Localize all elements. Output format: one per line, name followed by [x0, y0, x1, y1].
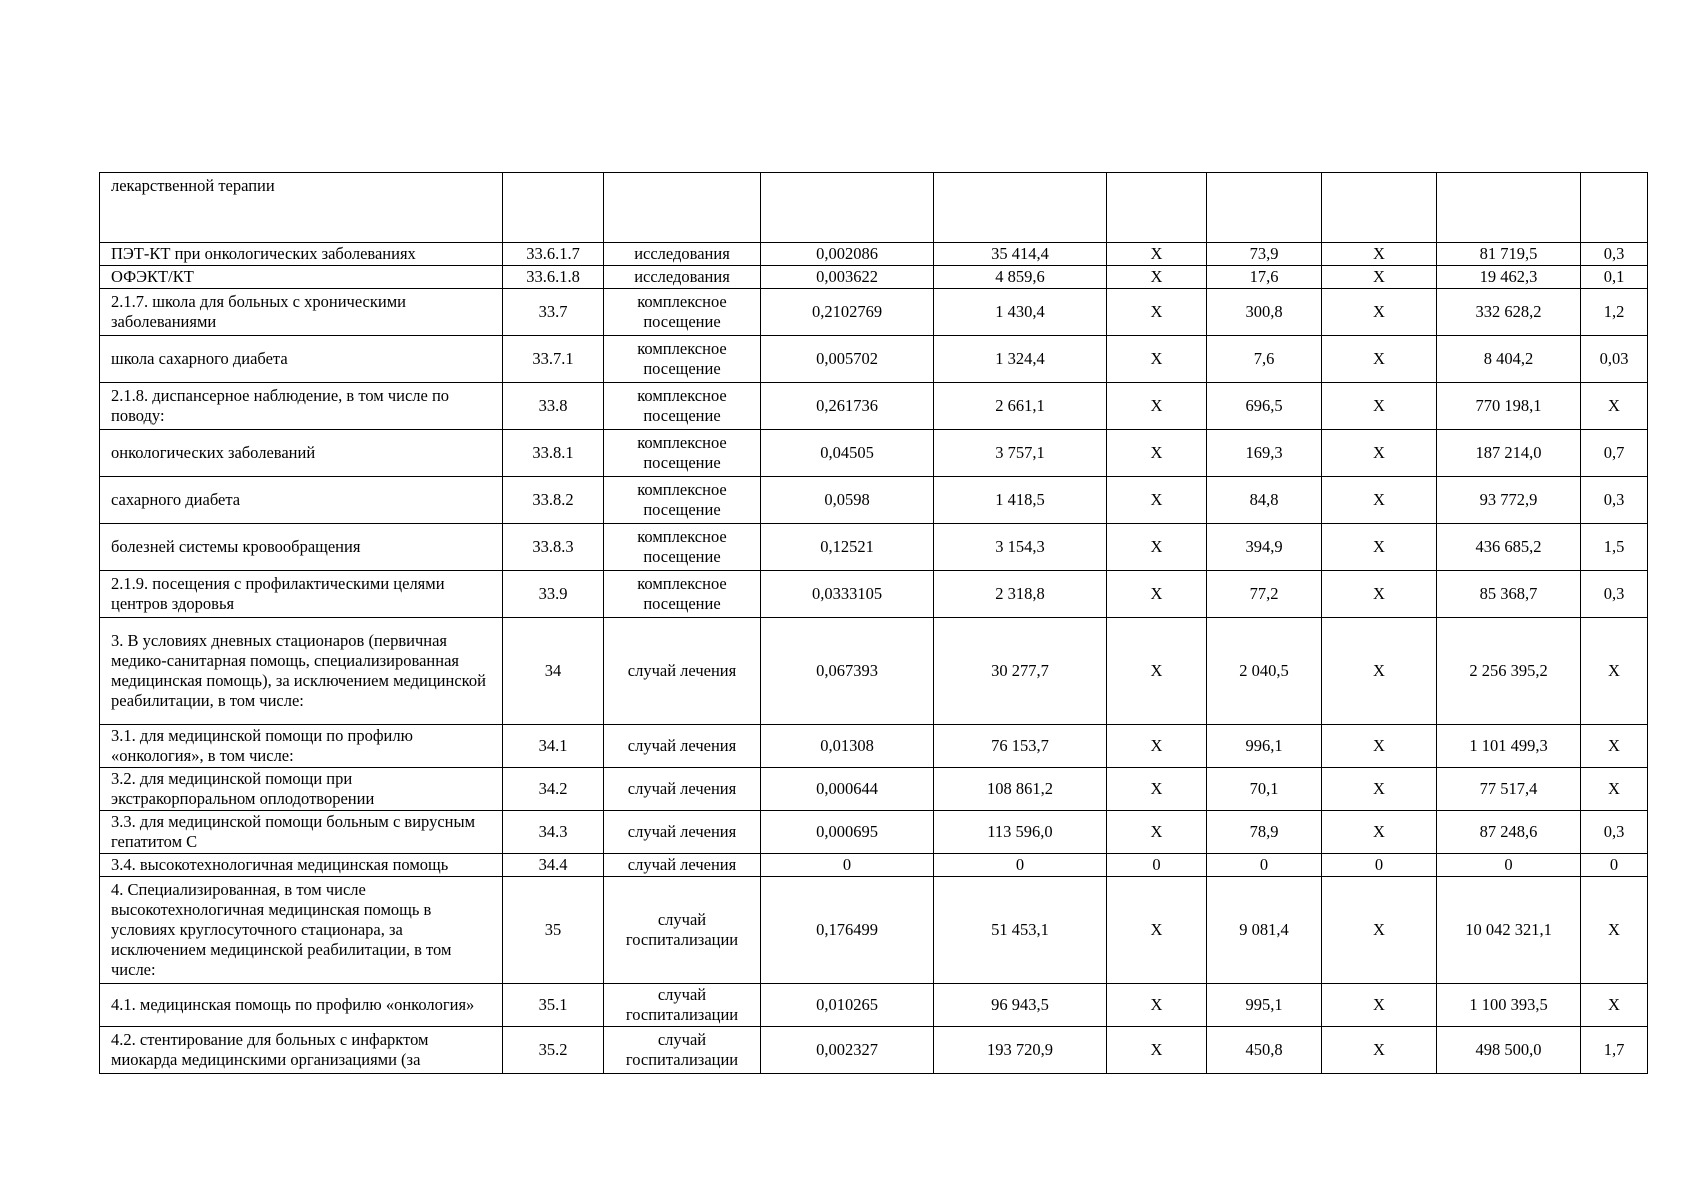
row-c7-cell: 2 040,5 [1207, 618, 1322, 725]
row-c10-cell: 0,3 [1581, 811, 1648, 854]
row-name-cell: онкологических заболеваний [100, 430, 503, 477]
row-unit-cell: случай лечения [604, 811, 761, 854]
row-c9-cell: 436 685,2 [1437, 524, 1581, 571]
row-c9-cell: 770 198,1 [1437, 383, 1581, 430]
row-unit-cell: случай госпитализации [604, 1027, 761, 1074]
row-name-cell: 3. В условиях дневных стационаров (первичная медико-санитарная помощь, специализированная медицинская помощь), за исключением медицинской реабилитации, в том числе: [100, 618, 503, 725]
row-unit-cell: случай госпитализации [604, 877, 761, 984]
row-c8-cell [1322, 173, 1437, 243]
row-c10-cell [1581, 173, 1648, 243]
row-cost-cell: 35 414,4 [934, 243, 1107, 266]
row-code-cell: 34.1 [503, 725, 604, 768]
row-c10-cell: 0,3 [1581, 243, 1648, 266]
row-code-cell: 33.7 [503, 289, 604, 336]
row-c7-cell [1207, 173, 1322, 243]
row-c9-cell: 332 628,2 [1437, 289, 1581, 336]
row-unit-cell: комплексное посещение [604, 477, 761, 524]
row-c7-cell: 996,1 [1207, 725, 1322, 768]
row-norm-cell: 0,003622 [761, 266, 934, 289]
row-c8-cell: X [1322, 571, 1437, 618]
row-cost-cell: 3 757,1 [934, 430, 1107, 477]
row-c6-cell [1107, 173, 1207, 243]
row-c8-cell: X [1322, 289, 1437, 336]
row-cost-cell: 1 430,4 [934, 289, 1107, 336]
row-name-cell: 3.2. для медицинской помощи при экстракорпоральном оплодотворении [100, 768, 503, 811]
row-code-cell: 33.8.3 [503, 524, 604, 571]
table-row [100, 1027, 1648, 1074]
row-c7-cell: 17,6 [1207, 266, 1322, 289]
table-row [100, 524, 1648, 571]
row-c8-cell: X [1322, 768, 1437, 811]
row-name-cell: ПЭТ-КТ при онкологических заболеваниях [100, 243, 503, 266]
row-norm-cell: 0,002327 [761, 1027, 934, 1074]
row-c9-cell: 77 517,4 [1437, 768, 1581, 811]
row-code-cell: 33.6.1.7 [503, 243, 604, 266]
row-c8-cell: X [1322, 266, 1437, 289]
row-c8-cell: X [1322, 336, 1437, 383]
table-row [100, 266, 1648, 289]
row-c8-cell: X [1322, 984, 1437, 1027]
row-unit-cell [604, 173, 761, 243]
row-code-cell: 34.4 [503, 854, 604, 877]
row-c9-cell: 8 404,2 [1437, 336, 1581, 383]
row-name-cell: 3.4. высокотехнологичная медицинская помощь [100, 854, 503, 877]
row-cost-cell: 1 418,5 [934, 477, 1107, 524]
row-code-cell: 34 [503, 618, 604, 725]
row-c6-cell: X [1107, 289, 1207, 336]
row-c10-cell: X [1581, 768, 1648, 811]
row-name-cell: лекарственной терапии [100, 173, 503, 243]
table-row [100, 477, 1648, 524]
row-c10-cell: 0,3 [1581, 571, 1648, 618]
row-c7-cell: 300,8 [1207, 289, 1322, 336]
row-c9-cell: 498 500,0 [1437, 1027, 1581, 1074]
row-norm-cell: 0,000644 [761, 768, 934, 811]
row-name-cell: 4.1. медицинская помощь по профилю «онкология» [100, 984, 503, 1027]
row-norm-cell: 0 [761, 854, 934, 877]
table-row [100, 571, 1648, 618]
row-c10-cell: X [1581, 383, 1648, 430]
table-row [100, 854, 1648, 877]
row-c8-cell: X [1322, 243, 1437, 266]
row-c8-cell: X [1322, 477, 1437, 524]
row-code-cell: 34.2 [503, 768, 604, 811]
row-unit-cell: случай госпитализации [604, 984, 761, 1027]
row-c7-cell: 169,3 [1207, 430, 1322, 477]
row-c7-cell: 9 081,4 [1207, 877, 1322, 984]
row-code-cell: 33.7.1 [503, 336, 604, 383]
row-c10-cell: 0 [1581, 854, 1648, 877]
table-row [100, 811, 1648, 854]
row-c9-cell: 1 100 393,5 [1437, 984, 1581, 1027]
row-code-cell: 33.9 [503, 571, 604, 618]
row-c8-cell: X [1322, 811, 1437, 854]
row-unit-cell: исследования [604, 266, 761, 289]
row-c9-cell: 93 772,9 [1437, 477, 1581, 524]
row-c6-cell: X [1107, 383, 1207, 430]
table-row [100, 173, 1648, 243]
row-c8-cell: X [1322, 383, 1437, 430]
row-c8-cell: X [1322, 1027, 1437, 1074]
row-c6-cell: X [1107, 1027, 1207, 1074]
row-norm-cell: 0,010265 [761, 984, 934, 1027]
row-c6-cell: X [1107, 571, 1207, 618]
row-c6-cell: X [1107, 725, 1207, 768]
row-c9-cell: 81 719,5 [1437, 243, 1581, 266]
table-row [100, 877, 1648, 984]
row-code-cell: 33.8.2 [503, 477, 604, 524]
row-cost-cell: 4 859,6 [934, 266, 1107, 289]
row-c8-cell: X [1322, 430, 1437, 477]
row-unit-cell: комплексное посещение [604, 571, 761, 618]
row-cost-cell [934, 173, 1107, 243]
row-code-cell: 34.3 [503, 811, 604, 854]
row-c7-cell: 7,6 [1207, 336, 1322, 383]
row-c10-cell: X [1581, 618, 1648, 725]
row-cost-cell: 96 943,5 [934, 984, 1107, 1027]
row-unit-cell: случай лечения [604, 854, 761, 877]
row-norm-cell: 0,002086 [761, 243, 934, 266]
row-c8-cell: X [1322, 877, 1437, 984]
row-cost-cell: 2 318,8 [934, 571, 1107, 618]
row-c10-cell: 1,7 [1581, 1027, 1648, 1074]
table-row [100, 984, 1648, 1027]
row-unit-cell: случай лечения [604, 725, 761, 768]
row-c7-cell: 696,5 [1207, 383, 1322, 430]
row-cost-cell: 193 720,9 [934, 1027, 1107, 1074]
row-cost-cell: 3 154,3 [934, 524, 1107, 571]
row-c10-cell: 0,03 [1581, 336, 1648, 383]
row-c7-cell: 450,8 [1207, 1027, 1322, 1074]
row-norm-cell: 0,000695 [761, 811, 934, 854]
row-name-cell: 3.1. для медицинской помощи по профилю «онкология», в том числе: [100, 725, 503, 768]
row-c10-cell: 0,3 [1581, 477, 1648, 524]
row-unit-cell: комплексное посещение [604, 524, 761, 571]
row-name-cell: 4.2. стентирование для больных с инфарктом миокарда медицинскими организациями (за [100, 1027, 503, 1074]
row-c6-cell: X [1107, 618, 1207, 725]
row-c6-cell: X [1107, 477, 1207, 524]
row-code-cell: 35.1 [503, 984, 604, 1027]
row-c7-cell: 73,9 [1207, 243, 1322, 266]
row-c10-cell: X [1581, 725, 1648, 768]
row-c6-cell: X [1107, 524, 1207, 571]
row-c9-cell: 19 462,3 [1437, 266, 1581, 289]
row-c9-cell: 0 [1437, 854, 1581, 877]
row-name-cell: 3.3. для медицинской помощи больным с вирусным гепатитом С [100, 811, 503, 854]
row-c8-cell: X [1322, 618, 1437, 725]
row-cost-cell: 2 661,1 [934, 383, 1107, 430]
row-c8-cell: 0 [1322, 854, 1437, 877]
row-name-cell: 2.1.9. посещения с профилактическими целями центров здоровья [100, 571, 503, 618]
row-norm-cell [761, 173, 934, 243]
row-c7-cell: 0 [1207, 854, 1322, 877]
row-c8-cell: X [1322, 524, 1437, 571]
row-c10-cell: 1,2 [1581, 289, 1648, 336]
row-name-cell: 4. Специализированная, в том числе высокотехнологичная медицинская помощь в условиях круглосуточного стационара, за исключением медицинской реабилитации, в том числе: [100, 877, 503, 984]
row-cost-cell: 76 153,7 [934, 725, 1107, 768]
row-code-cell [503, 173, 604, 243]
row-c10-cell: 1,5 [1581, 524, 1648, 571]
row-cost-cell: 113 596,0 [934, 811, 1107, 854]
row-c6-cell: X [1107, 877, 1207, 984]
row-norm-cell: 0,0333105 [761, 571, 934, 618]
row-cost-cell: 0 [934, 854, 1107, 877]
row-norm-cell: 0,0598 [761, 477, 934, 524]
row-cost-cell: 51 453,1 [934, 877, 1107, 984]
row-unit-cell: комплексное посещение [604, 383, 761, 430]
row-cost-cell: 30 277,7 [934, 618, 1107, 725]
table-row [100, 336, 1648, 383]
row-cost-cell: 108 861,2 [934, 768, 1107, 811]
row-c6-cell: X [1107, 266, 1207, 289]
row-code-cell: 35.2 [503, 1027, 604, 1074]
row-c10-cell: X [1581, 984, 1648, 1027]
row-norm-cell: 0,176499 [761, 877, 934, 984]
row-name-cell: сахарного диабета [100, 477, 503, 524]
row-c8-cell: X [1322, 725, 1437, 768]
row-norm-cell: 0,261736 [761, 383, 934, 430]
row-c7-cell: 77,2 [1207, 571, 1322, 618]
row-c9-cell: 1 101 499,3 [1437, 725, 1581, 768]
row-code-cell: 33.6.1.8 [503, 266, 604, 289]
table-row [100, 289, 1648, 336]
row-name-cell: 2.1.7. школа для больных с хроническими заболеваниями [100, 289, 503, 336]
row-unit-cell: исследования [604, 243, 761, 266]
row-code-cell: 35 [503, 877, 604, 984]
row-c7-cell: 70,1 [1207, 768, 1322, 811]
row-c10-cell: X [1581, 877, 1648, 984]
row-cost-cell: 1 324,4 [934, 336, 1107, 383]
row-c6-cell: X [1107, 811, 1207, 854]
row-c9-cell: 2 256 395,2 [1437, 618, 1581, 725]
row-c6-cell: X [1107, 336, 1207, 383]
row-norm-cell: 0,01308 [761, 725, 934, 768]
row-name-cell: ОФЭКТ/КТ [100, 266, 503, 289]
table-row [100, 725, 1648, 768]
row-c6-cell: X [1107, 768, 1207, 811]
row-c7-cell: 995,1 [1207, 984, 1322, 1027]
row-c6-cell: 0 [1107, 854, 1207, 877]
row-name-cell: болезней системы кровообращения [100, 524, 503, 571]
data-table [99, 172, 1648, 1074]
row-code-cell: 33.8 [503, 383, 604, 430]
row-c6-cell: X [1107, 243, 1207, 266]
row-unit-cell: комплексное посещение [604, 336, 761, 383]
table-row [100, 618, 1648, 725]
row-name-cell: 2.1.8. диспансерное наблюдение, в том числе по поводу: [100, 383, 503, 430]
row-c9-cell: 87 248,6 [1437, 811, 1581, 854]
row-c10-cell: 0,1 [1581, 266, 1648, 289]
row-c9-cell: 85 368,7 [1437, 571, 1581, 618]
row-unit-cell: случай лечения [604, 618, 761, 725]
row-norm-cell: 0,005702 [761, 336, 934, 383]
row-name-cell: школа сахарного диабета [100, 336, 503, 383]
row-norm-cell: 0,067393 [761, 618, 934, 725]
row-c9-cell [1437, 173, 1581, 243]
row-unit-cell: комплексное посещение [604, 430, 761, 477]
row-code-cell: 33.8.1 [503, 430, 604, 477]
table-row [100, 243, 1648, 266]
table-row [100, 430, 1648, 477]
row-c9-cell: 187 214,0 [1437, 430, 1581, 477]
row-c7-cell: 394,9 [1207, 524, 1322, 571]
row-c6-cell: X [1107, 430, 1207, 477]
row-c7-cell: 84,8 [1207, 477, 1322, 524]
row-norm-cell: 0,12521 [761, 524, 934, 571]
row-c9-cell: 10 042 321,1 [1437, 877, 1581, 984]
row-c10-cell: 0,7 [1581, 430, 1648, 477]
table-row [100, 768, 1648, 811]
row-unit-cell: комплексное посещение [604, 289, 761, 336]
row-c7-cell: 78,9 [1207, 811, 1322, 854]
row-norm-cell: 0,2102769 [761, 289, 934, 336]
row-c6-cell: X [1107, 984, 1207, 1027]
table-row [100, 383, 1648, 430]
row-norm-cell: 0,04505 [761, 430, 934, 477]
row-unit-cell: случай лечения [604, 768, 761, 811]
